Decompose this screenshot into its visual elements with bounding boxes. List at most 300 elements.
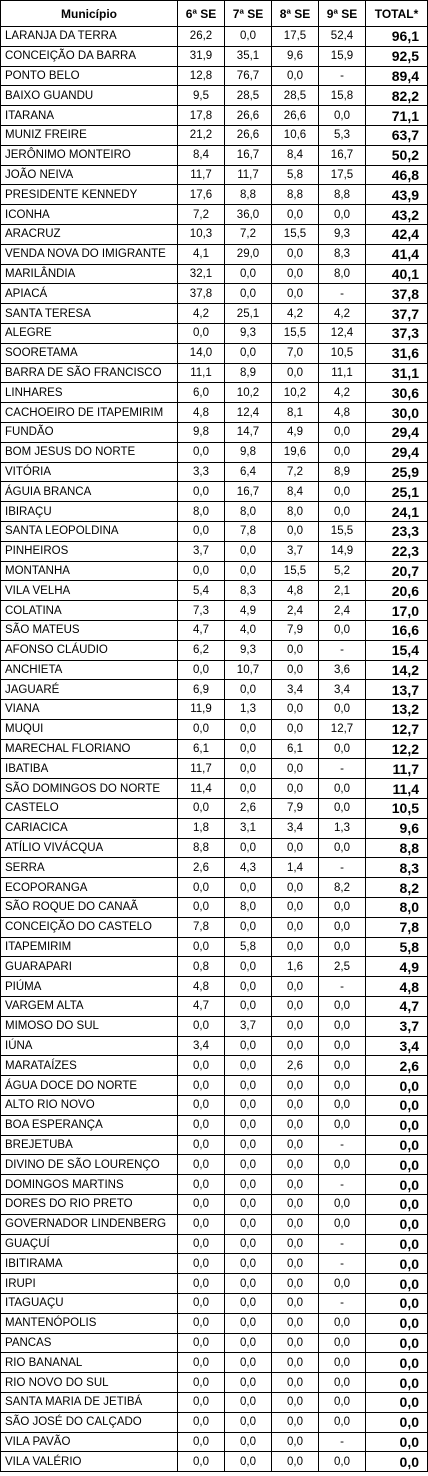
- table-row: [1, 601, 428, 621]
- se6-cell: 0,0: [178, 1254, 225, 1274]
- se6-cell: 4,8: [178, 403, 225, 423]
- table-row: [1, 838, 428, 858]
- se7-cell: 36,0: [225, 205, 272, 225]
- municipio-cell: ITAPEMIRIM: [1, 937, 178, 957]
- se7-cell: 29,0: [225, 244, 272, 264]
- total-cell: 0,0: [366, 1373, 428, 1393]
- table-row: [1, 224, 428, 244]
- se9-cell: 5,2: [319, 561, 366, 581]
- table-row: [1, 957, 428, 977]
- table-row: [1, 977, 428, 997]
- total-cell: 46,8: [366, 165, 428, 185]
- table-row: [1, 858, 428, 878]
- se9-cell: 17,5: [319, 165, 366, 185]
- total-cell: 23,3: [366, 521, 428, 541]
- se6-cell: 0,0: [178, 719, 225, 739]
- se7-cell: 0,0: [225, 1036, 272, 1056]
- se8-cell: 3,4: [272, 818, 319, 838]
- se7-cell: 16,7: [225, 482, 272, 502]
- se8-cell: 8,4: [272, 482, 319, 502]
- se9-cell: -: [319, 66, 366, 86]
- se7-cell: 0,0: [225, 1294, 272, 1314]
- header-7-se: 7ª SE: [225, 1, 272, 27]
- se8-cell: 0,0: [272, 363, 319, 383]
- se9-cell: 15,5: [319, 521, 366, 541]
- table-row: [1, 1036, 428, 1056]
- se6-cell: 0,0: [178, 878, 225, 898]
- municipio-cell: AFONSO CLÁUDIO: [1, 640, 178, 660]
- se7-cell: 0,0: [225, 27, 272, 47]
- table-row: [1, 502, 428, 522]
- table-row: [1, 739, 428, 759]
- se7-cell: 0,0: [225, 1353, 272, 1373]
- se8-cell: 2,6: [272, 1056, 319, 1076]
- se9-cell: 0,0: [319, 917, 366, 937]
- se7-cell: 0,0: [225, 680, 272, 700]
- se6-cell: 0,0: [178, 898, 225, 918]
- se6-cell: 6,0: [178, 383, 225, 403]
- se6-cell: 0,0: [178, 1274, 225, 1294]
- se9-cell: 0,0: [319, 1373, 366, 1393]
- se9-cell: 8,0: [319, 264, 366, 284]
- total-cell: 12,2: [366, 739, 428, 759]
- table-row: [1, 1333, 428, 1353]
- table-row: [1, 541, 428, 561]
- se8-cell: 15,5: [272, 224, 319, 244]
- se6-cell: 8,8: [178, 838, 225, 858]
- table-row: [1, 719, 428, 739]
- table-row: [1, 1254, 428, 1274]
- se8-cell: 9,6: [272, 46, 319, 66]
- se7-cell: 3,1: [225, 818, 272, 838]
- total-cell: 24,1: [366, 502, 428, 522]
- municipio-cell: ÁGUIA BRANCA: [1, 482, 178, 502]
- se9-cell: 0,0: [319, 422, 366, 442]
- se9-cell: 0,0: [319, 1392, 366, 1412]
- se7-cell: 0,0: [225, 264, 272, 284]
- municipio-cell: ALEGRE: [1, 323, 178, 343]
- se9-cell: 0,0: [319, 1214, 366, 1234]
- municipio-cell: CONCEIÇÃO DA BARRA: [1, 46, 178, 66]
- total-cell: 63,7: [366, 125, 428, 145]
- municipio-cell: CASTELO: [1, 799, 178, 819]
- se7-cell: 0,0: [225, 997, 272, 1017]
- se8-cell: 0,0: [272, 1412, 319, 1432]
- total-cell: 20,7: [366, 561, 428, 581]
- se8-cell: 10,2: [272, 383, 319, 403]
- se9-cell: 0,0: [319, 1412, 366, 1432]
- se7-cell: 4,0: [225, 620, 272, 640]
- se6-cell: 0,0: [178, 561, 225, 581]
- se6-cell: 5,4: [178, 581, 225, 601]
- se7-cell: 10,2: [225, 383, 272, 403]
- table-row: [1, 165, 428, 185]
- se9-cell: 2,4: [319, 601, 366, 621]
- se7-cell: 0,0: [225, 284, 272, 304]
- se7-cell: 0,0: [225, 739, 272, 759]
- se8-cell: 0,0: [272, 1254, 319, 1274]
- table-row: [1, 1274, 428, 1294]
- se9-cell: 1,3: [319, 818, 366, 838]
- table-row: [1, 1056, 428, 1076]
- se6-cell: 0,0: [178, 1294, 225, 1314]
- total-cell: 0,0: [366, 1135, 428, 1155]
- se7-cell: 0,0: [225, 779, 272, 799]
- se8-cell: 8,0: [272, 502, 319, 522]
- se8-cell: 15,5: [272, 561, 319, 581]
- total-cell: 4,7: [366, 997, 428, 1017]
- total-cell: 5,8: [366, 937, 428, 957]
- se8-cell: 3,4: [272, 680, 319, 700]
- se7-cell: 0,0: [225, 977, 272, 997]
- se7-cell: 0,0: [225, 1373, 272, 1393]
- se7-cell: 0,0: [225, 1432, 272, 1452]
- table-row: [1, 799, 428, 819]
- se7-cell: 0,0: [225, 1412, 272, 1432]
- se7-cell: 0,0: [225, 917, 272, 937]
- se8-cell: 0,0: [272, 700, 319, 720]
- se8-cell: 8,1: [272, 403, 319, 423]
- se8-cell: 0,0: [272, 1214, 319, 1234]
- se8-cell: 0,0: [272, 759, 319, 779]
- se9-cell: 0,0: [319, 106, 366, 126]
- table-row: [1, 660, 428, 680]
- se9-cell: -: [319, 1294, 366, 1314]
- se8-cell: 4,9: [272, 422, 319, 442]
- total-cell: 25,9: [366, 462, 428, 482]
- se8-cell: 0,0: [272, 917, 319, 937]
- table-row: [1, 244, 428, 264]
- se7-cell: 9,3: [225, 640, 272, 660]
- se6-cell: 0,0: [178, 1452, 225, 1472]
- table-row: [1, 1234, 428, 1254]
- municipio-cell: SANTA MARIA DE JETIBÁ: [1, 1392, 178, 1412]
- table-row: [1, 1432, 428, 1452]
- municipio-cell: DIVINO DE SÃO LOURENÇO: [1, 1155, 178, 1175]
- se6-cell: 0,0: [178, 1214, 225, 1234]
- se7-cell: 0,0: [225, 719, 272, 739]
- se6-cell: 0,0: [178, 323, 225, 343]
- table-row: [1, 700, 428, 720]
- se9-cell: -: [319, 640, 366, 660]
- se9-cell: 8,8: [319, 185, 366, 205]
- municipio-cell: BREJETUBA: [1, 1135, 178, 1155]
- se9-cell: 0,0: [319, 1353, 366, 1373]
- se6-cell: 0,0: [178, 1195, 225, 1215]
- se6-cell: 0,0: [178, 1432, 225, 1452]
- se6-cell: 3,4: [178, 1036, 225, 1056]
- se9-cell: -: [319, 977, 366, 997]
- municipio-cell: ICONHA: [1, 205, 178, 225]
- table-row: [1, 1353, 428, 1373]
- municipio-cell: SÃO DOMINGOS DO NORTE: [1, 779, 178, 799]
- municipio-cell: GUAÇUÍ: [1, 1234, 178, 1254]
- se7-cell: 0,0: [225, 1313, 272, 1333]
- se7-cell: 0,0: [225, 1076, 272, 1096]
- total-cell: 41,4: [366, 244, 428, 264]
- se7-cell: 10,7: [225, 660, 272, 680]
- total-cell: 37,8: [366, 284, 428, 304]
- table-row: [1, 284, 428, 304]
- total-cell: 14,2: [366, 660, 428, 680]
- municipio-cell: DORES DO RIO PRETO: [1, 1195, 178, 1215]
- total-cell: 29,4: [366, 422, 428, 442]
- municipio-cell: ITARANA: [1, 106, 178, 126]
- se9-cell: 0,0: [319, 799, 366, 819]
- se6-cell: 3,7: [178, 541, 225, 561]
- se8-cell: 0,0: [272, 878, 319, 898]
- se8-cell: 0,0: [272, 205, 319, 225]
- se6-cell: 0,0: [178, 1076, 225, 1096]
- total-cell: 0,0: [366, 1115, 428, 1135]
- se9-cell: -: [319, 1254, 366, 1274]
- municipio-cell: JAGUARÉ: [1, 680, 178, 700]
- se9-cell: 0,0: [319, 502, 366, 522]
- table-row: [1, 304, 428, 324]
- total-cell: 0,0: [366, 1234, 428, 1254]
- se9-cell: 16,7: [319, 145, 366, 165]
- se6-cell: 31,9: [178, 46, 225, 66]
- table-row: [1, 422, 428, 442]
- table-row: [1, 1195, 428, 1215]
- se6-cell: 11,4: [178, 779, 225, 799]
- se9-cell: 11,1: [319, 363, 366, 383]
- se7-cell: 0,0: [225, 1056, 272, 1076]
- se6-cell: 10,3: [178, 224, 225, 244]
- total-cell: 0,0: [366, 1353, 428, 1373]
- municipio-cell: SERRA: [1, 858, 178, 878]
- total-cell: 8,2: [366, 878, 428, 898]
- se7-cell: 0,0: [225, 1155, 272, 1175]
- se9-cell: 4,2: [319, 304, 366, 324]
- total-cell: 22,3: [366, 541, 428, 561]
- total-cell: 0,0: [366, 1175, 428, 1195]
- total-cell: 0,0: [366, 1333, 428, 1353]
- table-row: [1, 205, 428, 225]
- table-row: [1, 917, 428, 937]
- se6-cell: 0,0: [178, 1016, 225, 1036]
- se8-cell: 19,6: [272, 442, 319, 462]
- se7-cell: 28,5: [225, 86, 272, 106]
- header-row: [1, 1, 428, 27]
- table-row: [1, 264, 428, 284]
- se9-cell: 0,0: [319, 1016, 366, 1036]
- se9-cell: 12,4: [319, 323, 366, 343]
- table-row: [1, 383, 428, 403]
- se9-cell: 0,0: [319, 779, 366, 799]
- total-cell: 0,0: [366, 1452, 428, 1472]
- municipio-cell: MANTENÓPOLIS: [1, 1313, 178, 1333]
- se9-cell: 14,9: [319, 541, 366, 561]
- municipio-cell: IBATIBA: [1, 759, 178, 779]
- total-cell: 30,0: [366, 403, 428, 423]
- municipio-cell: ARACRUZ: [1, 224, 178, 244]
- se8-cell: 0,0: [272, 997, 319, 1017]
- municipio-cell: MIMOSO DO SUL: [1, 1016, 178, 1036]
- se6-cell: 0,0: [178, 1115, 225, 1135]
- municipio-cell: DOMINGOS MARTINS: [1, 1175, 178, 1195]
- header-6-se: 6ª SE: [178, 1, 225, 27]
- se8-cell: 0,0: [272, 1353, 319, 1373]
- se6-cell: 0,0: [178, 1155, 225, 1175]
- se6-cell: 21,2: [178, 125, 225, 145]
- se6-cell: 3,3: [178, 462, 225, 482]
- total-cell: 50,2: [366, 145, 428, 165]
- se7-cell: 8,0: [225, 502, 272, 522]
- se6-cell: 0,0: [178, 1313, 225, 1333]
- se9-cell: 0,0: [319, 898, 366, 918]
- table-row: [1, 27, 428, 47]
- se6-cell: 0,0: [178, 442, 225, 462]
- se9-cell: 0,0: [319, 1195, 366, 1215]
- se9-cell: 8,3: [319, 244, 366, 264]
- municipio-cell: VARGEM ALTA: [1, 997, 178, 1017]
- se9-cell: -: [319, 1135, 366, 1155]
- se8-cell: 0,0: [272, 779, 319, 799]
- se9-cell: 0,0: [319, 1274, 366, 1294]
- total-cell: 9,6: [366, 818, 428, 838]
- header-9-se: 9ª SE: [319, 1, 366, 27]
- se9-cell: 0,0: [319, 937, 366, 957]
- se6-cell: 0,0: [178, 1412, 225, 1432]
- table-row: [1, 1392, 428, 1412]
- table-row: [1, 680, 428, 700]
- se8-cell: 0,0: [272, 838, 319, 858]
- se6-cell: 8,4: [178, 145, 225, 165]
- se8-cell: 26,6: [272, 106, 319, 126]
- se7-cell: 9,3: [225, 323, 272, 343]
- se8-cell: 0,0: [272, 1294, 319, 1314]
- se6-cell: 4,2: [178, 304, 225, 324]
- se9-cell: -: [319, 1432, 366, 1452]
- municipio-cell: VILA PAVÃO: [1, 1432, 178, 1452]
- total-cell: 37,3: [366, 323, 428, 343]
- total-cell: 20,6: [366, 581, 428, 601]
- se7-cell: 5,8: [225, 937, 272, 957]
- se8-cell: 0,0: [272, 1076, 319, 1096]
- se8-cell: 0,0: [272, 521, 319, 541]
- se9-cell: 0,0: [319, 1452, 366, 1472]
- table-body: [1, 27, 428, 1472]
- municipio-cell: PRESIDENTE KENNEDY: [1, 185, 178, 205]
- se9-cell: 3,4: [319, 680, 366, 700]
- total-cell: 7,8: [366, 917, 428, 937]
- se8-cell: 0,0: [272, 1155, 319, 1175]
- municipio-cell: ANCHIETA: [1, 660, 178, 680]
- total-cell: 37,7: [366, 304, 428, 324]
- se7-cell: 0,0: [225, 1115, 272, 1135]
- municipio-cell: VITÓRIA: [1, 462, 178, 482]
- se8-cell: 6,1: [272, 739, 319, 759]
- se7-cell: 14,7: [225, 422, 272, 442]
- se7-cell: 25,1: [225, 304, 272, 324]
- se7-cell: 0,0: [225, 957, 272, 977]
- total-cell: 11,7: [366, 759, 428, 779]
- se7-cell: 0,0: [225, 1392, 272, 1412]
- municipio-cell: ALTO RIO NOVO: [1, 1096, 178, 1116]
- total-cell: 71,1: [366, 106, 428, 126]
- se6-cell: 4,8: [178, 977, 225, 997]
- total-cell: 16,6: [366, 620, 428, 640]
- total-cell: 13,7: [366, 680, 428, 700]
- se9-cell: 0,0: [319, 1056, 366, 1076]
- table-row: [1, 323, 428, 343]
- se6-cell: 37,8: [178, 284, 225, 304]
- table-row: [1, 878, 428, 898]
- se8-cell: 0,0: [272, 1016, 319, 1036]
- total-cell: 0,0: [366, 1195, 428, 1215]
- table-row: [1, 620, 428, 640]
- se9-cell: 10,5: [319, 343, 366, 363]
- se8-cell: 0,0: [272, 1175, 319, 1195]
- municipio-cell: PINHEIROS: [1, 541, 178, 561]
- table-row: [1, 66, 428, 86]
- se7-cell: 3,7: [225, 1016, 272, 1036]
- municipio-cell: VIANA: [1, 700, 178, 720]
- total-cell: 0,0: [366, 1096, 428, 1116]
- table-row: [1, 898, 428, 918]
- municipio-cell: SANTA LEOPOLDINA: [1, 521, 178, 541]
- se8-cell: 0,0: [272, 1036, 319, 1056]
- total-cell: 25,1: [366, 482, 428, 502]
- total-cell: 82,2: [366, 86, 428, 106]
- table-row: [1, 1294, 428, 1314]
- total-cell: 3,4: [366, 1036, 428, 1056]
- se7-cell: 1,3: [225, 700, 272, 720]
- municipio-cell: PIÚMA: [1, 977, 178, 997]
- municipio-cell: IÚNA: [1, 1036, 178, 1056]
- se7-cell: 7,2: [225, 224, 272, 244]
- municipio-cell: JERÔNIMO MONTEIRO: [1, 145, 178, 165]
- se9-cell: 8,2: [319, 878, 366, 898]
- se8-cell: 0,0: [272, 898, 319, 918]
- se6-cell: 0,0: [178, 1234, 225, 1254]
- table-row: [1, 521, 428, 541]
- municipio-cell: BARRA DE SÃO FRANCISCO: [1, 363, 178, 383]
- se6-cell: 0,0: [178, 1373, 225, 1393]
- se8-cell: 0,0: [272, 66, 319, 86]
- se8-cell: 0,0: [272, 1135, 319, 1155]
- se9-cell: 0,0: [319, 1155, 366, 1175]
- total-cell: 8,3: [366, 858, 428, 878]
- total-cell: 17,0: [366, 601, 428, 621]
- se6-cell: 32,1: [178, 264, 225, 284]
- municipio-cell: BAIXO GUANDU: [1, 86, 178, 106]
- se7-cell: 26,6: [225, 125, 272, 145]
- se7-cell: 0,0: [225, 1214, 272, 1234]
- se9-cell: -: [319, 1175, 366, 1195]
- total-cell: 11,4: [366, 779, 428, 799]
- se6-cell: 0,0: [178, 1353, 225, 1373]
- se6-cell: 11,1: [178, 363, 225, 383]
- table-row: [1, 185, 428, 205]
- se7-cell: 0,0: [225, 343, 272, 363]
- table-row: [1, 462, 428, 482]
- se8-cell: 1,4: [272, 858, 319, 878]
- se6-cell: 26,2: [178, 27, 225, 47]
- se6-cell: 7,3: [178, 601, 225, 621]
- se9-cell: 4,2: [319, 383, 366, 403]
- se6-cell: 9,8: [178, 422, 225, 442]
- se7-cell: 35,1: [225, 46, 272, 66]
- se9-cell: 0,0: [319, 205, 366, 225]
- table-row: [1, 759, 428, 779]
- se7-cell: 4,3: [225, 858, 272, 878]
- table-row: [1, 343, 428, 363]
- municipio-cell: SÃO JOSÉ DO CALÇADO: [1, 1412, 178, 1432]
- total-cell: 3,7: [366, 1016, 428, 1036]
- se9-cell: 15,8: [319, 86, 366, 106]
